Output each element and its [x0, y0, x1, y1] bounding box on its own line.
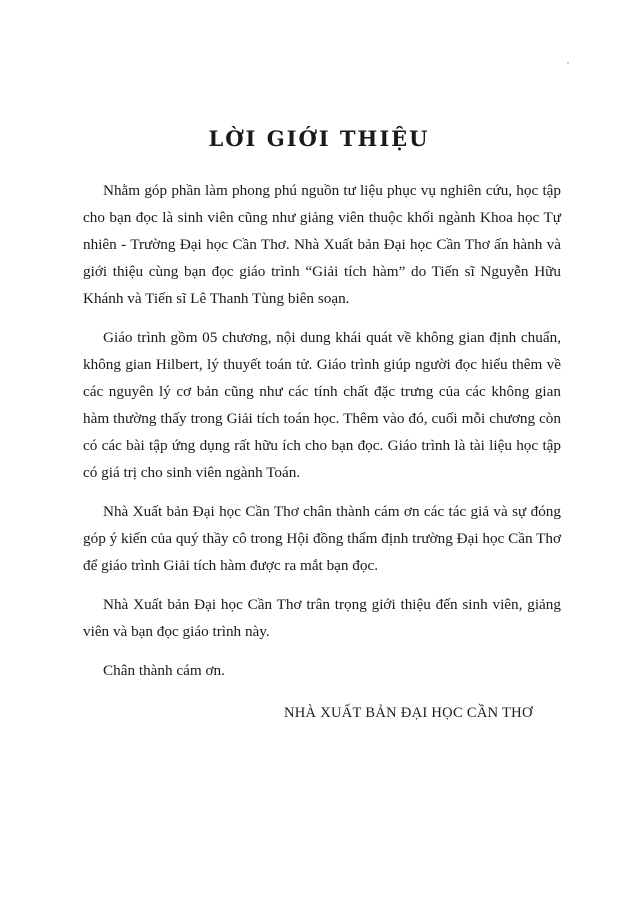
- page-title: LỜI GIỚI THIỆU: [208, 126, 430, 151]
- scan-speck: [567, 62, 569, 64]
- paragraph-purpose: Nhằm góp phần làm phong phú nguồn tư liệu phục vụ nghiên cứu, học tập cho bạn đọc là sinh viên cũng như giảng viên thuộc khối ngành Khoa học Tự nhiên - Trường Đại học Cần Thơ. Nhà Xuất bản Đại học Cần Thơ ấn hành và giới thiệu cùng bạn đọc giáo trình “Giải tích hàm” do Tiến sĩ Nguyễn Hữu Khánh và Tiến sĩ Lê Thanh Tùng biên soạn.: [83, 182, 561, 307]
- paragraph-contents: Giáo trình gồm 05 chương, nội dung khái quát về không gian định chuẩn, không gian Hilbert, lý thuyết toán tử. Giáo trình giúp người đọc hiểu thêm về các nguyên lý cơ bản cũng như các tính chất đặc trưng của các không gian hàm thường thấy trong Giải tích toán học. Thêm vào đó, cuối mỗi chương còn có các bài tập ứng dụng rất hữu ích cho bạn đọc. Giáo trình là tài liệu học tập có giá trị cho sinh viên ngành Toán.: [83, 329, 561, 481]
- paragraph-thanks: Nhà Xuất bản Đại học Cần Thơ chân thành cám ơn các tác giả và sự đóng góp ý kiến của quý thầy cô trong Hội đồng thẩm định trường Đại học Cần Thơ để giáo trình Giải tích hàm được ra mắt bạn đọc.: [83, 503, 561, 574]
- paragraph-recommendation: Nhà Xuất bản Đại học Cần Thơ trân trọng giới thiệu đến sinh viên, giảng viên và bạn đọc giáo trình này.: [83, 596, 561, 640]
- introduction-body: [83, 177, 561, 696]
- publisher-signature: NHÀ XUẤT BẢN ĐẠI HỌC CẦN THƠ: [284, 705, 533, 721]
- paragraph-closing: Chân thành cám ơn.: [103, 662, 225, 679]
